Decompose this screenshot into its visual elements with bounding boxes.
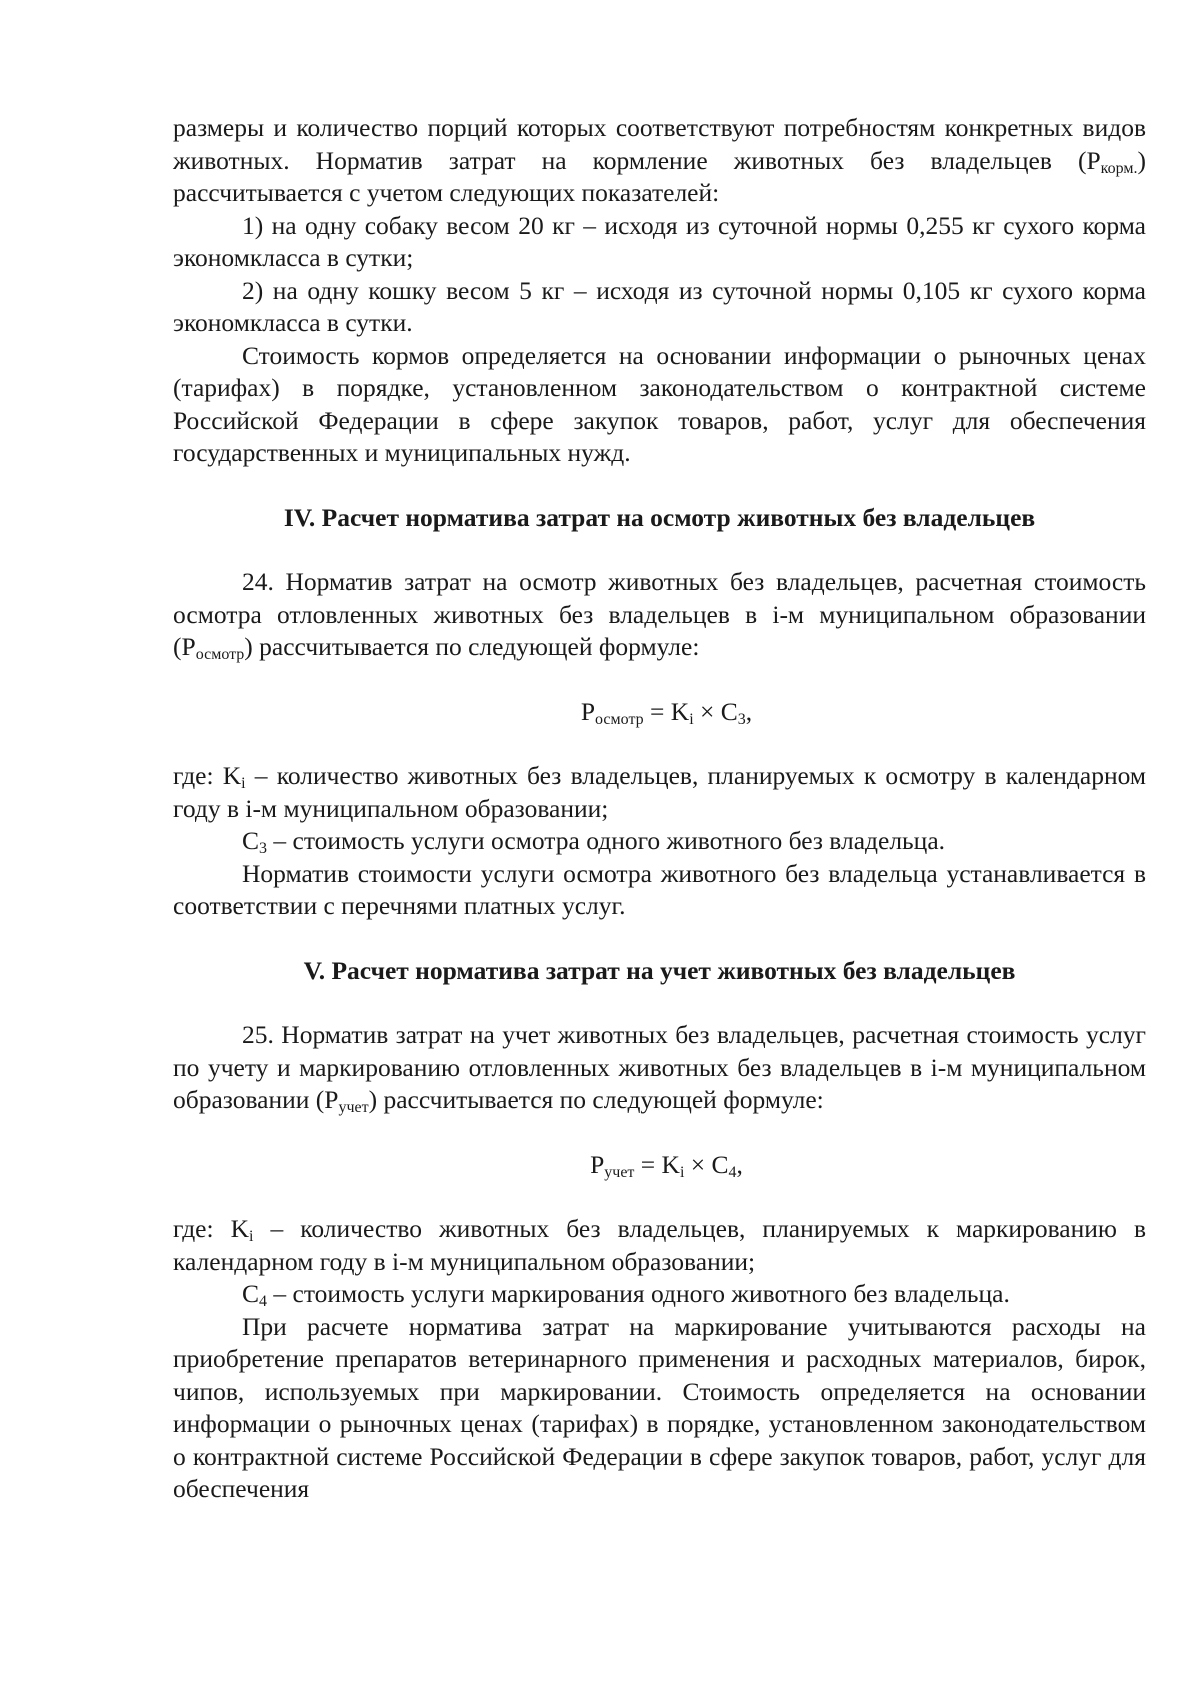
subscript: 4	[259, 1293, 268, 1310]
feed-cost-paragraph: Стоимость кормов определяется на основании информации о рыночных ценах (тарифах) в порядке, установленном законодательством о контрактной системе Российской Федерации в сфере закупок товаров, работ, услуг для обеспечения государственных и муниципальных нужд.	[173, 340, 1146, 467]
section-heading-accounting: V. Расчет норматива затрат на учет животных без владельцев	[303, 955, 1016, 985]
text-run: где: K	[173, 1214, 250, 1243]
spacer	[173, 987, 1146, 1019]
text-run: где: K	[173, 761, 242, 790]
subscript: осмотр	[595, 710, 644, 728]
subscript: 3	[259, 840, 268, 857]
subscript: i	[679, 1163, 685, 1181]
subscript: i	[689, 710, 694, 728]
text-run: – количество животных без владельцев, планируемых к осмотру в календарном году в i-м муниципальном образовании;	[173, 761, 1147, 823]
subscript: 3	[737, 710, 746, 728]
text-run: 24. Норматив затрат на осмотр животных без владельцев, расчетная стоимость осмотра отловленных животных без владельцев в i-м муниципальном образовании (Р	[173, 567, 1146, 661]
subscript: учет	[604, 1163, 635, 1181]
intro-paragraph	[173, 112, 1146, 210]
spacer	[173, 470, 1146, 502]
text-run: ) рассчитывается по следующей формуле:	[368, 1085, 824, 1114]
formula-symbol: Р	[580, 696, 596, 726]
spacer	[173, 664, 1146, 696]
spacer	[173, 534, 1146, 566]
paragraph-25	[173, 1019, 1146, 1117]
text-run: C	[242, 826, 260, 855]
text-run: – количество животных без владельцев, планируемых к маркированию в календарном году в i-м муниципальном образовании;	[173, 1214, 1147, 1276]
spacer	[173, 1117, 1146, 1149]
subscript: осмотр	[195, 646, 245, 663]
text-run: 25. Норматив затрат на учет животных без владельцев, расчетная стоимость услуг по учету и маркированию отловленных животных без владельцев в i-м муниципальном образовании (Р	[173, 1020, 1146, 1114]
where-c4	[173, 1278, 1146, 1311]
paragraph-24	[173, 566, 1146, 664]
formula-symbol: × C	[684, 1149, 729, 1179]
where-ki-inspection	[173, 760, 1146, 825]
marking-cost-paragraph: При расчете норматива затрат на маркирование учитываются расходы на приобретение препаратов ветеринарного применения и расходных материалов, бирок, чипов, используемых при маркировании. Стоимость определяется на основании информации о рыночных ценах (тарифах) в порядке, установленном законодательством о контрактной системе Российской Федерации в сфере закупок товаров, работ, услуг для обеспечения	[173, 1311, 1146, 1503]
formula-symbol: ,	[736, 1149, 743, 1179]
subscript: i	[249, 1228, 254, 1245]
formula-symbol: ,	[745, 696, 753, 726]
text-run: – стоимость услуги маркирования одного животного без владельца.	[267, 1279, 1010, 1308]
text-run: C	[242, 1279, 260, 1308]
formula-symbol: Р	[590, 1149, 605, 1179]
text-run: размеры и количество порций которых соответствуют потребностям конкретных видов животных. Норматив затрат на кормление животных без владельцев (Р	[173, 113, 1146, 175]
spacer	[173, 1181, 1146, 1213]
where-c3	[173, 825, 1146, 858]
formula-symbol: = K	[634, 1149, 680, 1179]
inspection-norm-paragraph: Норматив стоимости услуги осмотра животного без владельца устанавливается в соответствии с перечнями платных услуг.	[173, 858, 1146, 920]
where-ki-accounting	[173, 1213, 1146, 1278]
formula-symbol: × C	[693, 696, 738, 726]
text-run: ) рассчитывается по следующей формуле:	[244, 632, 700, 661]
subscript: 4	[728, 1163, 737, 1181]
spacer	[173, 923, 1146, 955]
list-item-dog: 1) на одну собаку весом 20 кг – исходя из суточной нормы 0,255 кг сухого корма экономкласса в сутки;	[173, 210, 1146, 272]
section-heading-inspection: IV. Расчет норматива затрат на осмотр животных без владельцев	[283, 502, 1036, 532]
spacer	[173, 728, 1146, 760]
text-run: ) рассчитывается с учетом следующих показателей:	[173, 145, 1146, 207]
formula-accounting	[173, 1149, 1146, 1182]
document-page	[173, 112, 1146, 1506]
formula-inspection	[173, 696, 1146, 729]
subscript: корм.	[1100, 159, 1138, 177]
formula-symbol: = K	[643, 696, 690, 726]
list-item-cat: 2) на одну кошку весом 5 кг – исходя из суточной нормы 0,105 кг сухого корма экономкласса в сутки.	[173, 275, 1146, 337]
subscript: учет	[338, 1099, 369, 1116]
subscript: i	[241, 775, 246, 792]
text-run: – стоимость услуги осмотра одного животного без владельца.	[267, 826, 946, 855]
